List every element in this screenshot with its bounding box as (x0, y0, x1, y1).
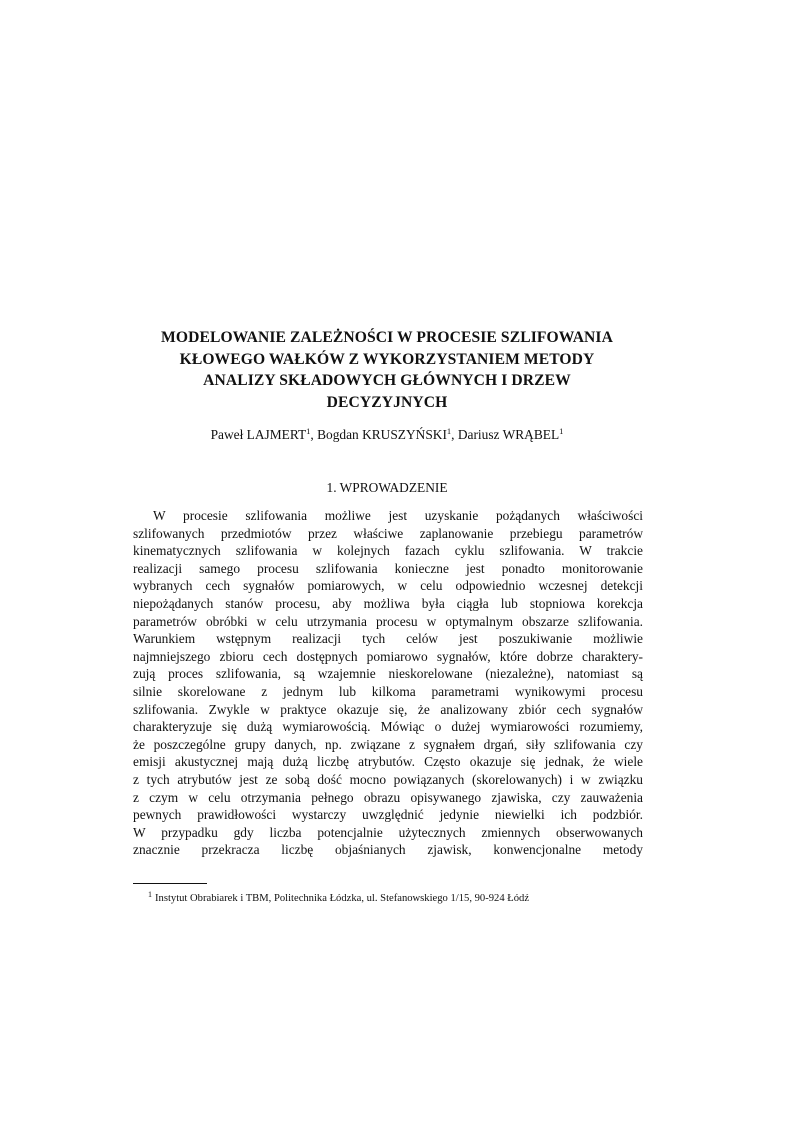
title-line: DECYZYJNYCH (326, 393, 448, 411)
footnote-text: Instytut Obrabiarek i TBM, Politechnika Łódzka, ul. Stefanowskiego 1/15, 90-924 Łódź (155, 893, 530, 904)
text-line: pewnych prawidłowości wystarczy uwzględnić jedynie niewielki ich podzbiór. (133, 807, 643, 823)
text-line: szlifowanych przedmiotów przez właściwe zaplanowanie przebiegu parametrów (133, 525, 643, 541)
text-line: emisji akustycznej mają dużą liczbę atrybutów. Często okazuje się jednak, że wiele (133, 754, 643, 770)
paper-title (120, 327, 654, 413)
footnote-mark: 1 (148, 890, 152, 899)
author-name: Bogdan KRUSZYŃSKI (317, 427, 447, 442)
section-heading: 1. WPROWADZENIE (326, 480, 448, 495)
text-line: szlifowania. Zwykle w praktyce okazuje się, że analizowany zbiór cech sygnałów (133, 701, 643, 717)
text-line: niepożądanych stanów procesu, aby możliwa była ciągła lub stopniowa korekcja (133, 595, 643, 611)
text-line: realizacji samego procesu szlifowania konieczne jest ponadto monitorowanie (133, 560, 643, 576)
author-affiliation-mark: 1 (306, 426, 311, 436)
text-line: W przypadku gdy liczba potencjalnie użytecznych zmiennych obserwowanych (133, 824, 643, 840)
text-line: najmniejszego zbioru cech dostępnych pomiarowo sygnałów, które dobrze charaktery- (133, 648, 643, 664)
text-line: z tych atrybutów jest ze sobą dość mocno powiązanych (skorelowanych) i w związku (133, 771, 643, 787)
title-line: ANALIZY SKŁADOWYCH GŁÓWNYCH I DRZEW (203, 372, 571, 389)
text-line: charakteryzuje się dużą wymiarowością. Mówiąc o dużej wymiarowości rozumiemy, (133, 719, 643, 735)
text-line: silnie skorelowane z jednym lub kilkoma parametrami wynikowymi procesu (133, 683, 643, 699)
title-line: MODELOWANIE ZALEŻNOŚCI W PROCESIE SZLIFOWANIA (161, 329, 613, 346)
text-line: zują proces szlifowania, są wzajemnie nieskorelowane (niezależne), natomiast są (133, 666, 643, 682)
text-line: z czym w celu otrzymania pełnego obrazu opisywanego zjawiska, czy zauważenia (133, 789, 643, 805)
text-line: wybranych cech sygnałów pomiarowych, w celu odpowiednio wczesnej detekcji (133, 578, 643, 594)
author-separator: , (310, 427, 318, 442)
text-line: W procesie szlifowania możliwe jest uzyskanie pożądanych właściwości (153, 508, 643, 523)
footnote-divider (133, 883, 207, 884)
text-line: parametrów obróbki w celu utrzymania procesu w optymalnym obszarze szlifowania. (133, 613, 643, 629)
body-paragraph (133, 507, 643, 859)
author-list (100, 426, 674, 444)
title-line: KŁOWEGO WAŁKÓW Z WYKORZYSTANIEM METODY (179, 350, 595, 368)
author-affiliation-mark: 1 (446, 426, 452, 436)
author-name: Paweł LAJMERT (210, 427, 307, 442)
text-line: kinematycznych szlifowania w kolejnych fazach cyklu szlifowania. W trakcie (133, 543, 643, 559)
text-line: znacznie przekracza liczbę objaśnianych zjawisk, konwencjonalne metody (133, 842, 643, 858)
author-name: Dariusz WRĄBEL (457, 427, 560, 442)
author-separator: , (451, 427, 458, 442)
footnote (148, 892, 648, 906)
text-line: że poszczególne grupy danych, np. związane z sygnałem drgań, siły szlifowania czy (133, 736, 643, 752)
author-affiliation-mark: 1 (559, 426, 564, 436)
text-line: Warunkiem wstępnym realizacji tych celów jest poszukiwanie możliwie (133, 631, 643, 647)
